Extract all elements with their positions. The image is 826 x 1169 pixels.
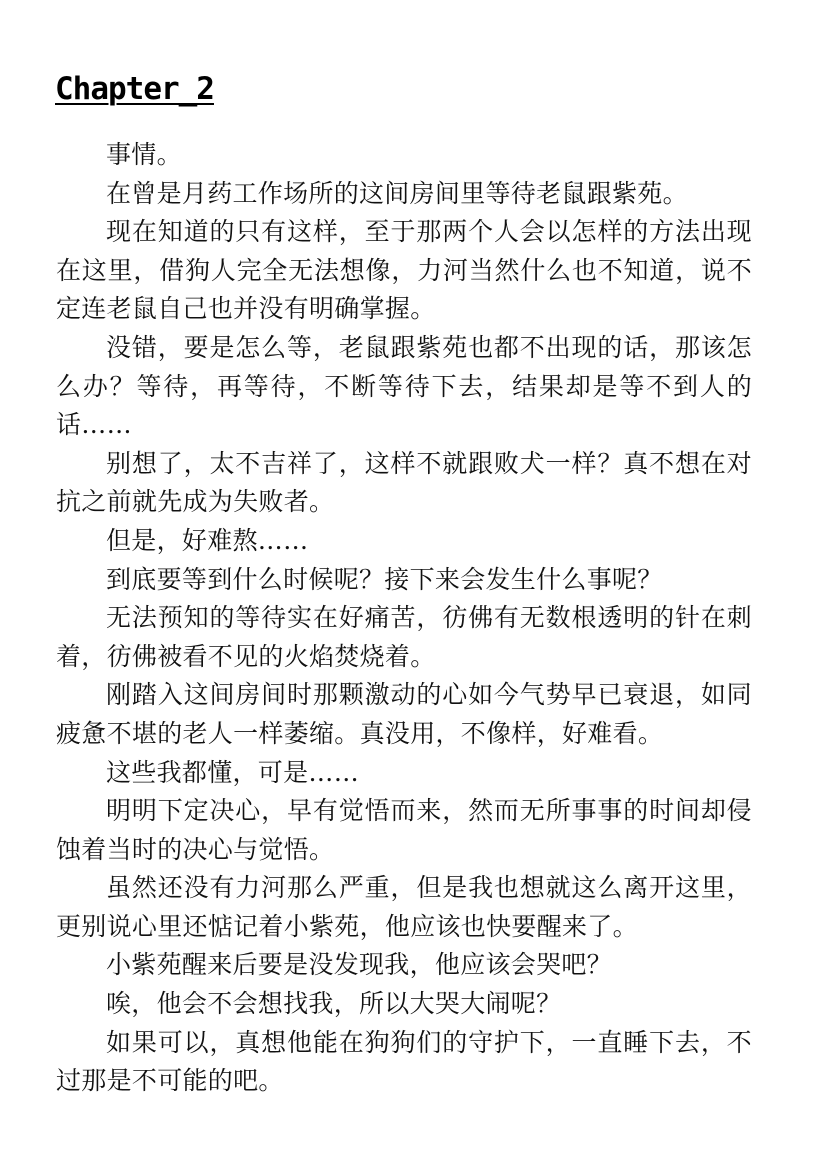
- paragraph: 这些我都懂，可是……: [106, 757, 360, 787]
- chapter-title: Chapter_2: [55, 71, 214, 107]
- paragraph: 明明下定决心，早有觉悟而来，然而无所事事的时间却侵蚀着当时的决心与觉悟。: [56, 796, 752, 864]
- paragraph: 虽然还没有力河那么严重，但是我也想就这么离开这里，更别说心里还惦记着小紫苑，他应该也快要醒来了。: [56, 873, 752, 941]
- paragraph: 但是，好难熬……: [106, 525, 309, 555]
- paragraph: 没错，要是怎么等，老鼠跟紫苑也都不出现的话，那该怎么办？等待，再等待，不断等待下去，结果却是等不到人的话……: [56, 332, 752, 440]
- paragraph: 刚踏入这间房间时那颗激动的心如今气势早已衰退，如同疲惫不堪的老人一样萎缩。真没用，不像样，好难看。: [56, 680, 752, 748]
- paragraph: 在曾是月药工作场所的这间房间里等待老鼠跟紫苑。: [106, 178, 688, 208]
- paragraph: 别想了，太不吉祥了，这样不就跟败犬一样？真不想在对抗之前就先成为失败者。: [56, 448, 752, 517]
- chapter-body: [56, 136, 752, 1101]
- paragraph: 无法预知的等待实在好痛苦，彷佛有无数根透明的针在刺着，彷佛被看不见的火焰焚烧着。: [56, 603, 752, 671]
- paragraph: 如果可以，真想他能在狗狗们的守护下，一直睡下去，不过那是不可能的吧。: [56, 1027, 752, 1096]
- paragraph: 现在知道的只有这样，至于那两个人会以怎样的方法出现在这里，借狗人完全无法想像，力河当然什么也不知道，说不定连老鼠自己也并没有明确掌握。: [56, 217, 752, 324]
- paragraph: 事情。: [106, 140, 182, 169]
- paragraph: 到底要等到什么时候呢？接下来会发生什么事呢？: [106, 564, 663, 594]
- paragraph: 唉，他会不会想找我，所以大哭大闹呢？: [106, 989, 562, 1019]
- paragraph: 小紫苑醒来后要是没发现我，他应该会哭吧？: [106, 950, 613, 980]
